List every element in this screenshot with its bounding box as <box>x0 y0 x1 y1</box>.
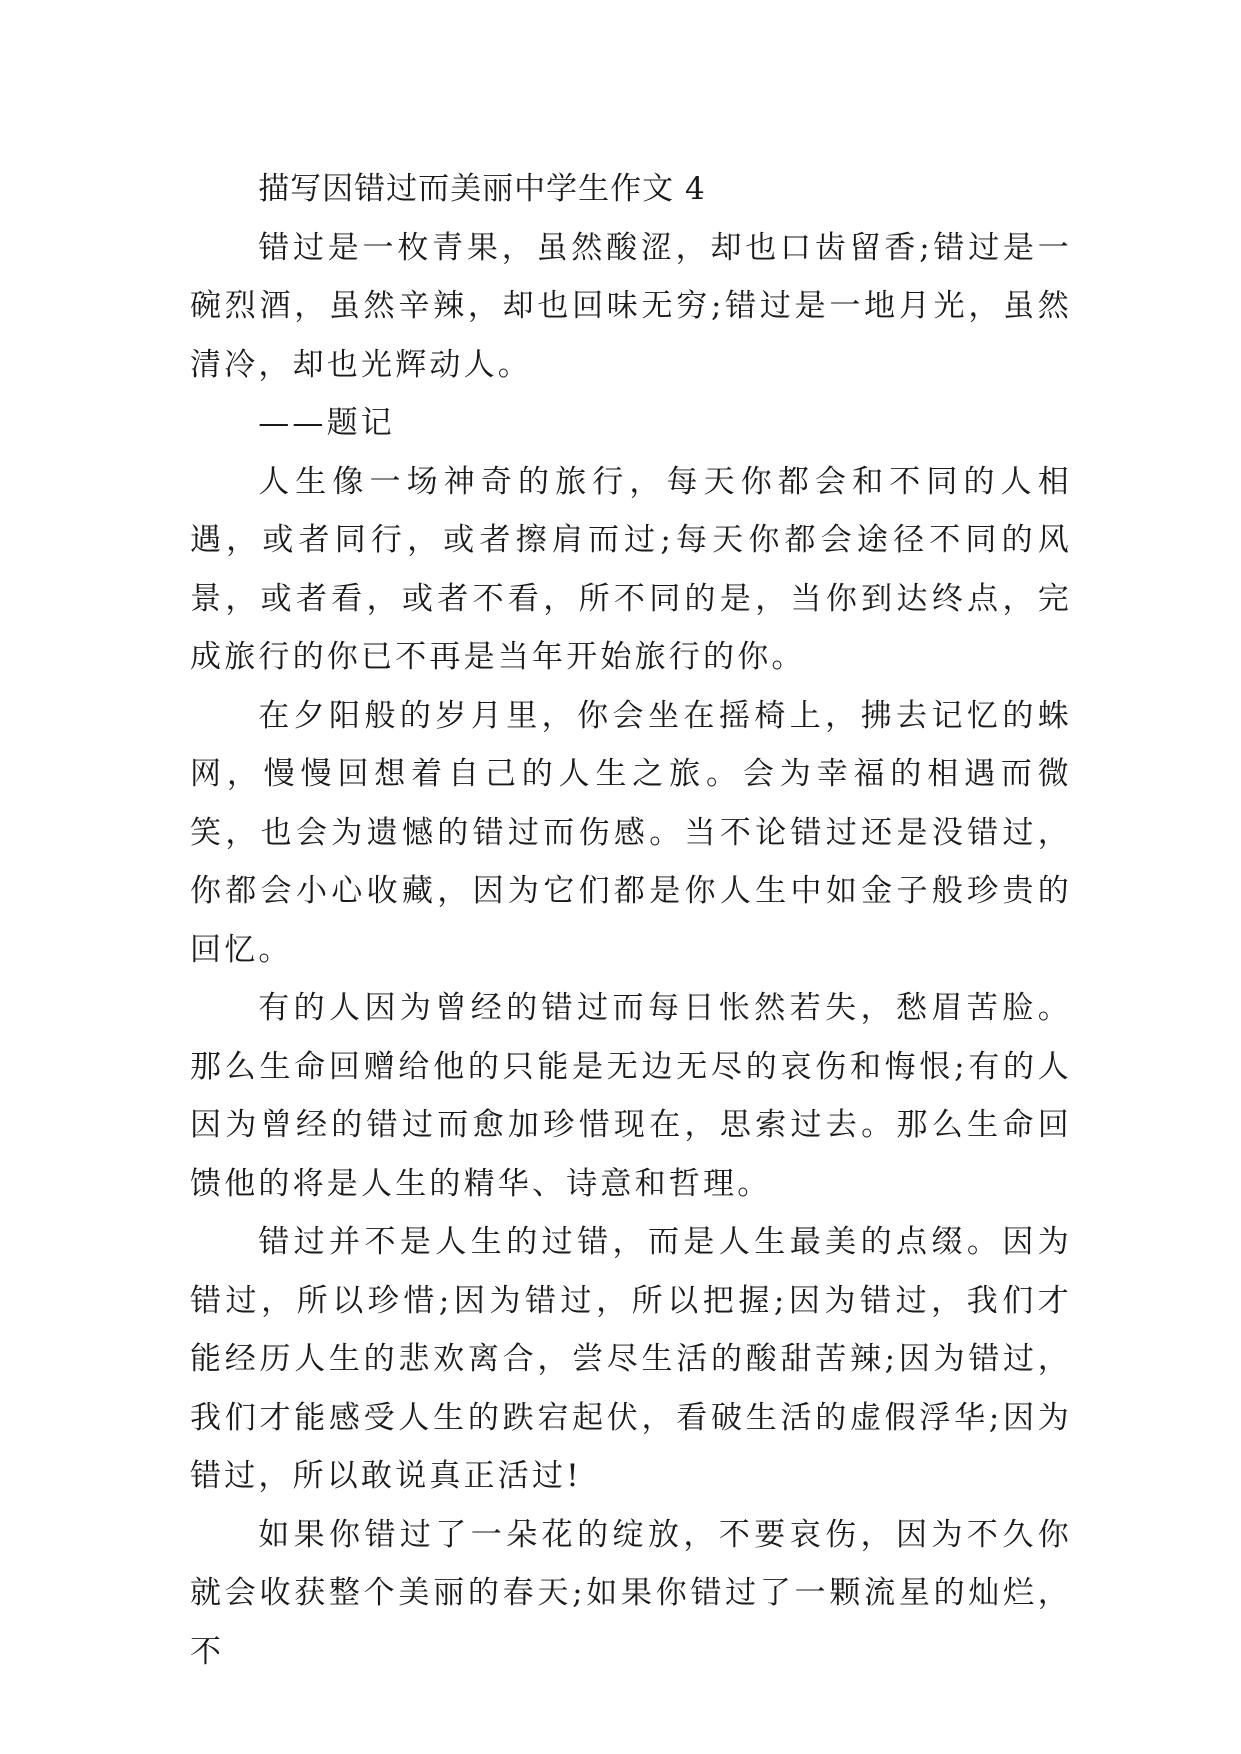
paragraph-sunset-years: 在夕阳般的岁月里，你会坐在摇椅上，拂去记忆的蛛网，慢慢回想着自己的人生之旅。会为幸福的相遇而微笑，也会为遗憾的错过而伤感。当不论错过还是没错过，你都会小心收藏，因为它们都是你人生中如金子般珍贵的回忆。 <box>190 697 1072 968</box>
paragraph-flower-spring: 如果你错过了一朵花的绽放，不要哀伤，因为不久你就会收获整个美丽的春天;如果你错过了一颗流星的灿烂，不 <box>190 1516 1072 1670</box>
paragraph-epigraph: 错过是一枚青果，虽然酸涩，却也口齿留香;错过是一碗烈酒，虽然辛辣，却也回味无穷;错过是一地月光，虽然清冷，却也光辉动人。 <box>190 229 1072 383</box>
paragraph-missed-beauty: 错过并不是人生的过错，而是人生最美的点缀。因为错过，所以珍惜;因为错过，所以把握;因为错过，我们才能经历人生的悲欢离合，尝尽生活的酸甜苦辣;因为错过，我们才能感受人生的跌宕起伏，看破生活的虚假浮华;因为错过，所以敢说真正活过! <box>190 1224 1072 1494</box>
essay-body <box>190 160 1072 1681</box>
paragraph-life-journey: 人生像一场神奇的旅行，每天你都会和不同的人相遇，或者同行，或者擦肩而过;每天你都会途径不同的风景，或者看，或者不看，所不同的是，当你到达终点，完成旅行的你已不再是当年开始旅行的你。 <box>190 463 1072 675</box>
paragraph-regret: 有的人因为曾经的错过而每日怅然若失，愁眉苦脸。那么生命回赠给他的只能是无边无尽的哀伤和悔恨;有的人因为曾经的错过而愈加珍惜现在，思索过去。那么生命回馈他的将是人生的精华、诗意和哲理。 <box>190 990 1072 1202</box>
essay-title: 描写因错过而美丽中学生作文 4 <box>258 171 706 207</box>
paragraph-epigraph-attribution: ——题记 <box>258 405 395 441</box>
